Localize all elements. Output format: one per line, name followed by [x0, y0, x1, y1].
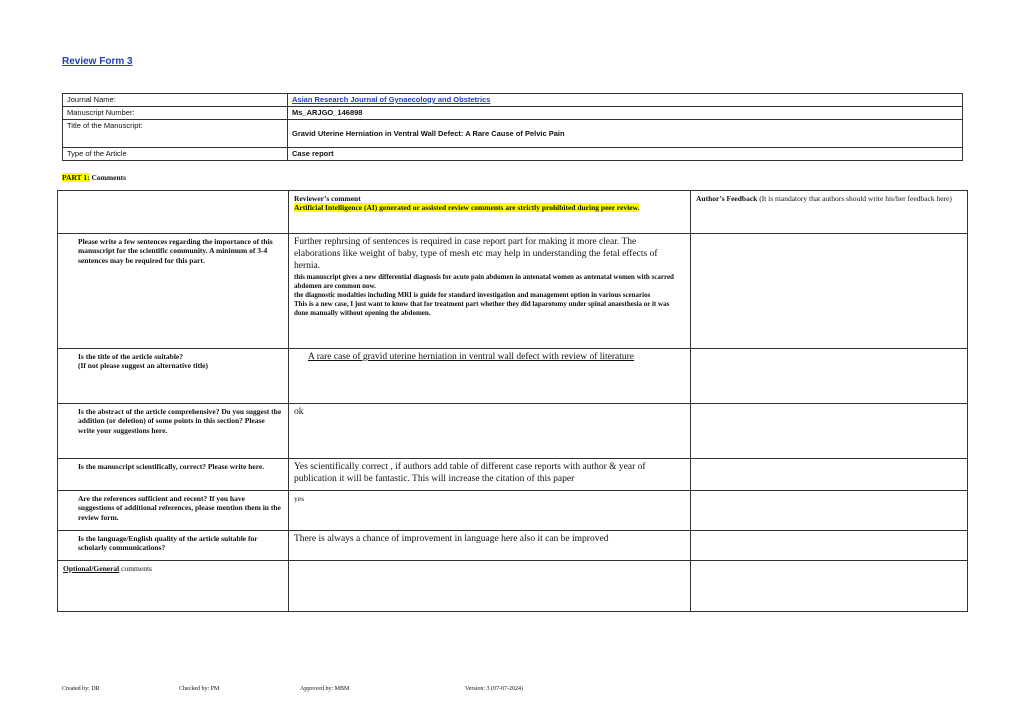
- question-title: [58, 349, 289, 404]
- footer-checked-by: Checked by: PM: [179, 686, 220, 692]
- question-importance: Please write a few sentences regarding the importance of this manuscript for the scientific community. A minimum of 3-4 sentences may be required for this part.: [58, 234, 289, 349]
- manuscript-number-label: Manuscript Number:: [63, 107, 288, 120]
- table-row: [58, 561, 968, 612]
- comment-language: There is always a chance of improvement in language here also it can be improved: [289, 531, 691, 561]
- manuscript-title-value: Gravid Uterine Herniation in Ventral Wall Defect: A Rare Cause of Pelvic Pain: [288, 120, 963, 148]
- part-label: PART 1:: [62, 173, 90, 182]
- author-feedback-header-cell: [691, 191, 968, 234]
- optional-general-label: Optional/General: [63, 564, 120, 573]
- comment-abstract: ok: [289, 404, 691, 459]
- comment-importance-point-3: This is a new case, I just want to know that for treatment part whether they did laparotomy under spinal anaesthesia or it was done manually without opening the abdomen.: [294, 299, 670, 317]
- suggested-title: A rare case of gravid uterine herniation in ventral wall defect with review of literature: [308, 352, 635, 362]
- comment-importance-point-2: the diagnostic modalties including MRI is guide for standard investigation and management option in various scenarios: [294, 290, 651, 299]
- question-abstract: Is the abstract of the article comprehensive? Do you suggest the addition (or deletion) of some points in this section? Please write your suggestions here.: [58, 404, 289, 459]
- manuscript-title-label: Title of the Manuscript:: [63, 120, 288, 148]
- feedback-references[interactable]: [691, 491, 968, 531]
- reviewer-header-cell: [289, 191, 691, 234]
- optional-comments-label-cell: [58, 561, 289, 612]
- feedback-abstract[interactable]: [691, 404, 968, 459]
- footer-version: Version: 3 (07-07-2024): [465, 686, 523, 692]
- comment-scientific: Yes scientifically correct , if authors add table of different case reports with author & year of publication it will be fantastic. This will increase the citation of this paper: [289, 459, 691, 491]
- manuscript-number-value: Ms_ARJGO_146898: [288, 107, 963, 120]
- footer-approved-by: Approved by: MBM: [300, 686, 350, 692]
- table-row: [58, 349, 968, 404]
- part-heading: [62, 173, 126, 182]
- question-language: Is the language/English quality of the article suitable for scholarly communications?: [58, 531, 289, 561]
- question-scientific: Is the manuscript scientifically, correct? Please write here.: [58, 459, 289, 491]
- comment-references: yes: [289, 491, 691, 531]
- table-row: [58, 234, 968, 349]
- ai-notice: Artificial Intelligence (AI) generated or assisted review comments are strictly prohibited during peer review.: [294, 203, 640, 212]
- journal-label: Journal Name:: [63, 94, 288, 107]
- feedback-language[interactable]: [691, 531, 968, 561]
- comment-importance: [289, 234, 691, 349]
- comment-importance-main: Further rephrsing of sentences is required in case report part for making it more clear. The elaborations like weight of baby, type of mesh etc may help in understanding the fetal effects of hernia.: [294, 237, 658, 271]
- feedback-importance[interactable]: [691, 234, 968, 349]
- feedback-title[interactable]: [691, 349, 968, 404]
- comment-optional[interactable]: [289, 561, 691, 612]
- table-row: [58, 531, 968, 561]
- table-row: [58, 404, 968, 459]
- comment-title: [289, 349, 691, 404]
- question-title-line-1: Is the title of the article suitable?: [78, 352, 183, 361]
- table-header-row: [58, 191, 968, 234]
- feedback-optional[interactable]: [691, 561, 968, 612]
- form-title: Review Form 3: [62, 56, 133, 67]
- part-text: Comments: [91, 173, 127, 182]
- reviewer-comment-title: Reviewer’s comment: [294, 194, 361, 203]
- header-empty-cell: [58, 191, 289, 234]
- table-row: [58, 491, 968, 531]
- question-references: Are the references sufficient and recent? If you have suggestions of additional references, please mention them in the review form.: [58, 491, 289, 531]
- article-type-label: Type of the Article: [63, 148, 288, 161]
- question-title-line-2: (If not please suggest an alternative title): [78, 361, 208, 371]
- author-feedback-title: Author’s Feedback: [696, 194, 758, 203]
- table-row: [58, 459, 968, 491]
- manuscript-info-table: [62, 93, 963, 161]
- footer-created-by: Created by: DR: [62, 686, 100, 692]
- comment-importance-point-1: this manuscript gives a new differential diagnosis for acute pain abdomen in antenatal women as antenatal women with scarred abdomen are common now.: [294, 272, 674, 290]
- journal-name-link[interactable]: Asian Research Journal of Gynaecology and Obstetrics: [288, 94, 963, 107]
- author-feedback-note: (It is mandatory that authors should write his/her feedback here): [759, 194, 952, 203]
- feedback-scientific[interactable]: [691, 459, 968, 491]
- article-type-value: Case report: [288, 148, 963, 161]
- optional-comments-suffix: comments: [119, 564, 152, 573]
- comments-table: [57, 190, 968, 612]
